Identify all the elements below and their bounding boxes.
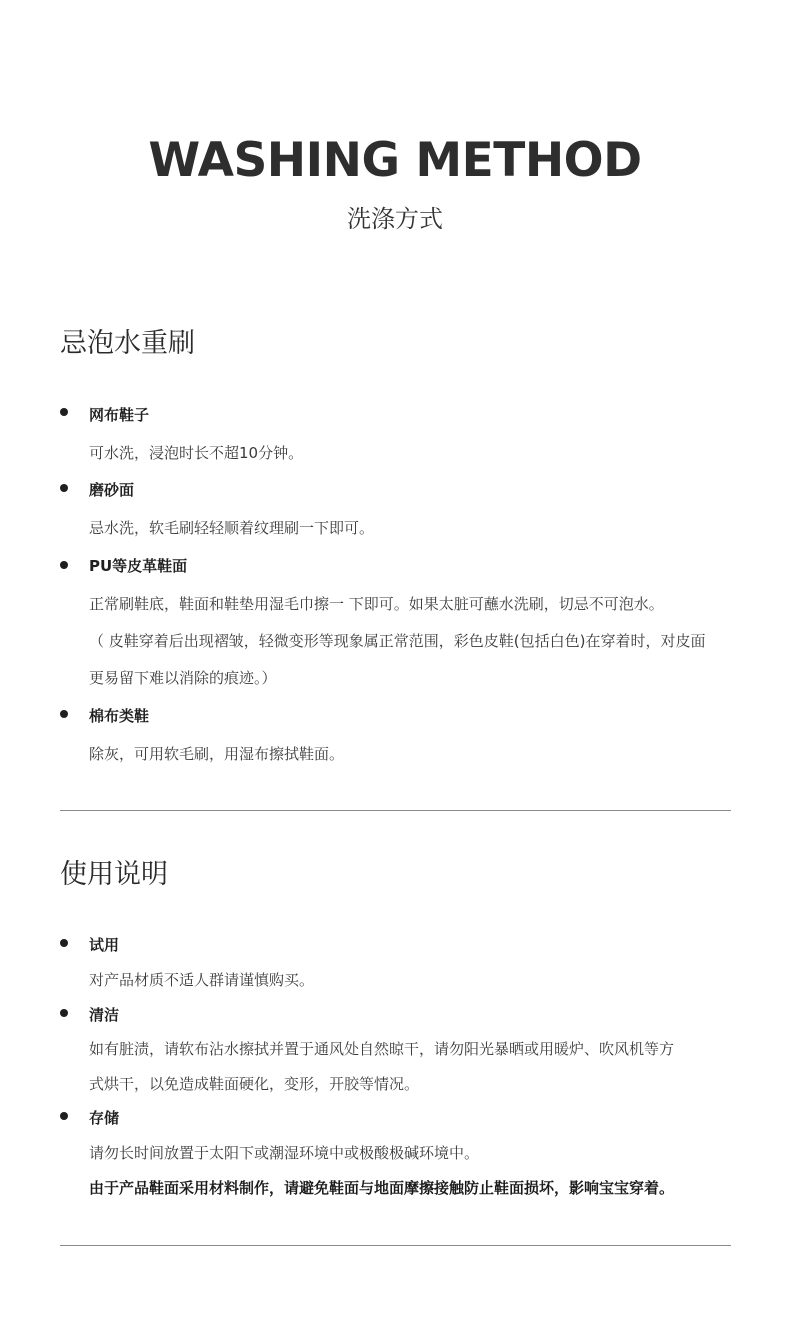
bullet-icon (60, 710, 68, 718)
item-text: 忌水洗，软毛刷轻轻顺着纹理刷一下即可。 (89, 519, 375, 537)
item-text: 式烘干，以免造成鞋面硬化，变形，开胶等情况。 (89, 1075, 420, 1093)
bullet-icon (60, 408, 68, 416)
section-heading-avoid-soaking: 忌泡水重刷 (60, 328, 195, 359)
divider (60, 1245, 731, 1246)
item-title-storage: 存储 (89, 1109, 120, 1127)
item-text: 对产品材质不适人群请谨慎购买。 (89, 971, 315, 989)
item-text: 可水洗，浸泡时长不超10分钟。 (89, 444, 304, 462)
item-title-mesh-shoes: 网布鞋子 (89, 406, 150, 424)
bullet-icon (60, 939, 68, 947)
bullet-icon (60, 1009, 68, 1017)
section-heading-usage-instructions: 使用说明 (60, 859, 168, 890)
bullet-icon (60, 1112, 68, 1120)
bullet-icon (60, 561, 68, 569)
item-text: 请勿长时间放置于太阳下或潮湿环境中或极酸极碱环境中。 (89, 1144, 480, 1162)
page-title: WASHING METHOD (148, 133, 642, 188)
item-title-trial: 试用 (89, 936, 120, 954)
bullet-icon (60, 484, 68, 492)
item-text: 更易留下难以消除的痕迹。） (89, 669, 277, 687)
item-text: 如有脏渍，请软布沾水擦拭并置于通风处自然晾干，请勿阳光暴晒或用暖炉、吹风机等方 (89, 1040, 675, 1058)
notice-text: 由于产品鞋面采用材料制作，请避免鞋面与地面摩擦接触防止鞋面损坏，影响宝宝穿着。 (89, 1179, 675, 1197)
item-title-cotton-shoes: 棉布类鞋 (89, 707, 150, 725)
item-title-suede: 磨砂面 (89, 481, 135, 499)
item-text: 除灰，可用软毛刷，用湿布擦拭鞋面。 (89, 745, 345, 763)
item-title-cleaning: 清洁 (89, 1006, 120, 1024)
item-title-pu-leather: PU等皮革鞋面 (89, 557, 188, 575)
page-subtitle: 洗涤方式 (347, 205, 443, 233)
item-text: 正常刷鞋底，鞋面和鞋垫用湿毛巾擦一 下即可。如果太脏可蘸水洗刷，切忌不可泡水。 (89, 595, 664, 613)
item-text: （ 皮鞋穿着后出现褶皱，轻微变形等现象属正常范围，彩色皮鞋(包括白色)在穿着时，对皮面 (89, 632, 706, 650)
divider (60, 810, 731, 811)
